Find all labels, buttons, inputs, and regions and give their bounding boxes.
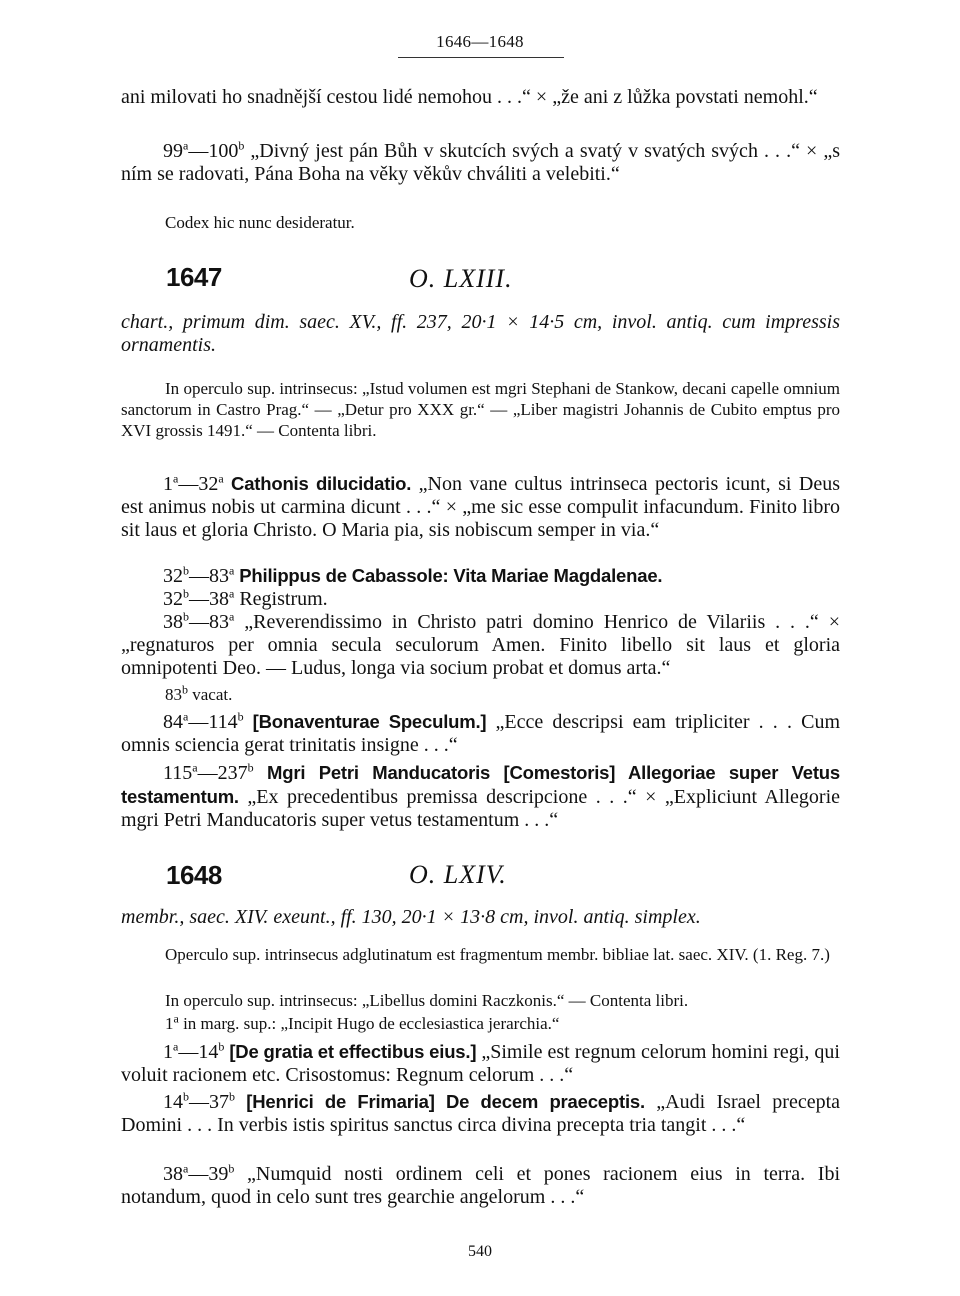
page-number: 540 — [468, 1243, 492, 1260]
description-1647: chart., primum dim. saec. XV., ff. 237, 20·1 × 14·5 cm, invol. antiq. cum impressis ornamentis. — [121, 311, 840, 356]
continuation-paragraph: ani milovati ho snadnější cestou lidé nemohou . . .“ × „že ani z lůžka povstati nemohl.“ — [121, 86, 818, 108]
entry-number-1648: 1648 — [166, 860, 222, 890]
content-item-1648-2: 14$^b$—37$^b$ [Henrici de Frimaria] De decem praeceptis. „Audi Israel precepta Domini . . . In verbis istis spiritus sanctus circa divina precepta tria tangit . . .“ — [121, 1089, 841, 1136]
note-1648-3: 1$^a$ in marg. sup.: „Incipit Hugo de ecclesiastica jerarchia.“ — [165, 1011, 560, 1033]
content-item-1647-3: 32$^b$—38$^a$ Registrum. — [163, 586, 328, 610]
shelfmark-1647: O. LXIII. — [409, 264, 513, 293]
header-rule — [398, 57, 564, 58]
folio-paragraph-99: 99$^a$—100$^b$ „Divný jest pán Bůh v skutcích svých a svatý v svatých svých . . .“ × „s ním se radovati, Pána Boha na věky věkův chváliti a velebiti.“ — [121, 138, 840, 185]
content-item-1647-4: 38$^b$—83$^a$ „Reverendissimo in Christo patri domino Henrico de Vilariis . . .“ × „regnaturos per omnia secula seculorum Amen. Finito libello sit laus et gloria omnipotenti Deo. — Ludus, longa via socium probat et domus arta.“ — [121, 609, 840, 679]
content-item-1647-5: 83$^b$ vacat. — [165, 682, 233, 704]
entry-number-1647: 1647 — [166, 262, 222, 292]
description-1648: membr., saec. XIV. exeunt., ff. 130, 20·1 × 13·8 cm, invol. antiq. simplex. — [121, 906, 701, 928]
note-1648-2: In operculo sup. intrinsecus: „Libellus domini Raczkonis.“ — Contenta libri. — [165, 991, 689, 1010]
content-item-1647-1: 1$^a$—32$^a$ Cathonis dilucidatio. „Non vane cultus intrinseca pectoris icunt, si Deus est animus nobis ut carmina dicunt . . .“ × „me sic esse compulit infacundum. Finito libro sit laus et gloria Christo. O Maria pia, sis nobiscum semper in via.“ — [121, 471, 840, 541]
content-item-1647-6: 84$^a$—114$^b$ [Bonaventurae Speculum.] „Ecce descripsi eam tripliciter . . . Cum omnis sciencia gerat trinitatis insigne . . .“ — [121, 709, 840, 756]
content-item-1647-2: 32$^b$—83$^a$ Philippus de Cabassole: Vita Mariae Magdalenae. — [163, 563, 663, 587]
shelfmark-1648: O. LXIV. — [409, 860, 507, 889]
note-1647: In operculo sup. intrinsecus: „Istud volumen est mgri Stephani de Stankow, decani capelle omnium sanctorum in Castro Prag.“ — „Detur pro XXX gr.“ — „Liber magistri Johannis de Cubito emptus pro XVI grossis 1491.“ — Contenta libri. — [121, 379, 840, 440]
running-header: 1646—1648 — [436, 32, 524, 51]
content-item-1648-3: 38$^a$—39$^b$ „Numquid nosti ordinem celi et pones racionem eius in terra. Ibi notandum, quod in celo sunt tres gearchie angelorum . . .“ — [121, 1161, 840, 1208]
content-item-1647-7: 115$^a$—237$^b$ Mgri Petri Manducatoris [Comestoris] Allegoriae super Vetus testamentum. „Ex precedentibus premissa descripcione . . .“ × „Expliciunt Allegorie mgri Petri Manducatoris super vetus testamentum . . .“ — [121, 760, 840, 831]
note-1648-1: Operculo sup. intrinsecus adglutinatum est fragmentum membr. bibliae lat. saec. XIV. (1. Reg. 7.) — [165, 945, 830, 964]
content-item-1648-1: 1$^a$—14$^b$ [De gratia et effectibus eius.] „Simile est regnum celorum homini regi, qui voluit racionem etc. Crisostomus: Regnum celorum . . .“ — [121, 1039, 840, 1086]
desideratur-note: Codex hic nunc desideratur. — [165, 213, 355, 232]
